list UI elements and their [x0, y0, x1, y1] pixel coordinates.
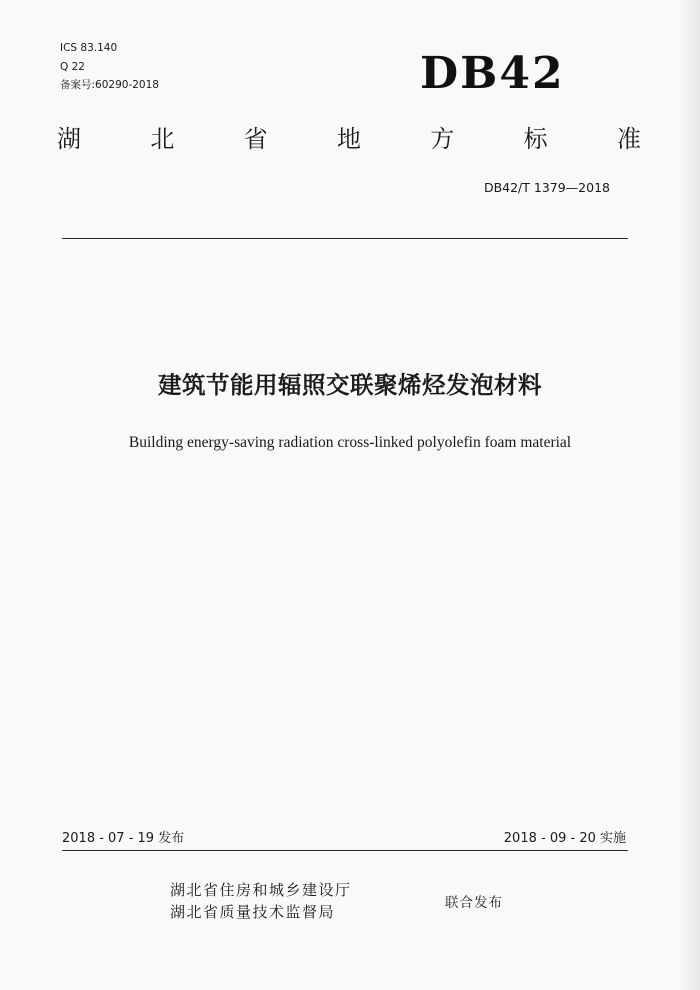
document-title-chinese: 建筑节能用辐照交联聚烯烃发泡材料 [158, 371, 542, 399]
bottom-divider [62, 850, 628, 851]
issue-date: 2018 - 07 - 19 发布 [62, 831, 185, 846]
ccs-code: Q 22 [60, 61, 85, 73]
standard-type-char: 湖 [57, 125, 81, 153]
issuer-quality-bureau: 湖北省质量技术监督局 [170, 903, 336, 921]
standard-type-heading [52, 122, 646, 156]
standard-type-char: 省 [243, 125, 268, 153]
standard-code-logo: DB42 [420, 48, 565, 99]
joint-release-label: 联合发布 [445, 895, 503, 911]
filing-number: 备案号:60290-2018 [60, 79, 159, 91]
issuer-housing-department: 湖北省住房和城乡建设厅 [170, 881, 352, 899]
document-title-english: Building energy-saving radiation cross-linked polyolefin foam material [128, 434, 572, 451]
page-edge-shadow [678, 0, 700, 990]
standard-type-char: 方 [430, 125, 455, 153]
standard-type-char: 北 [150, 125, 175, 153]
issuer-list [170, 879, 352, 923]
implementation-date: 2018 - 09 - 20 实施 [503, 831, 626, 846]
standard-type-char: 标 [523, 125, 548, 153]
top-divider [62, 238, 628, 239]
ics-code: ICS 83.140 [60, 42, 118, 54]
standard-type-char: 准 [616, 125, 641, 153]
standard-type-char: 地 [336, 125, 361, 153]
standard-number: DB42/T 1379—2018 [483, 180, 610, 195]
